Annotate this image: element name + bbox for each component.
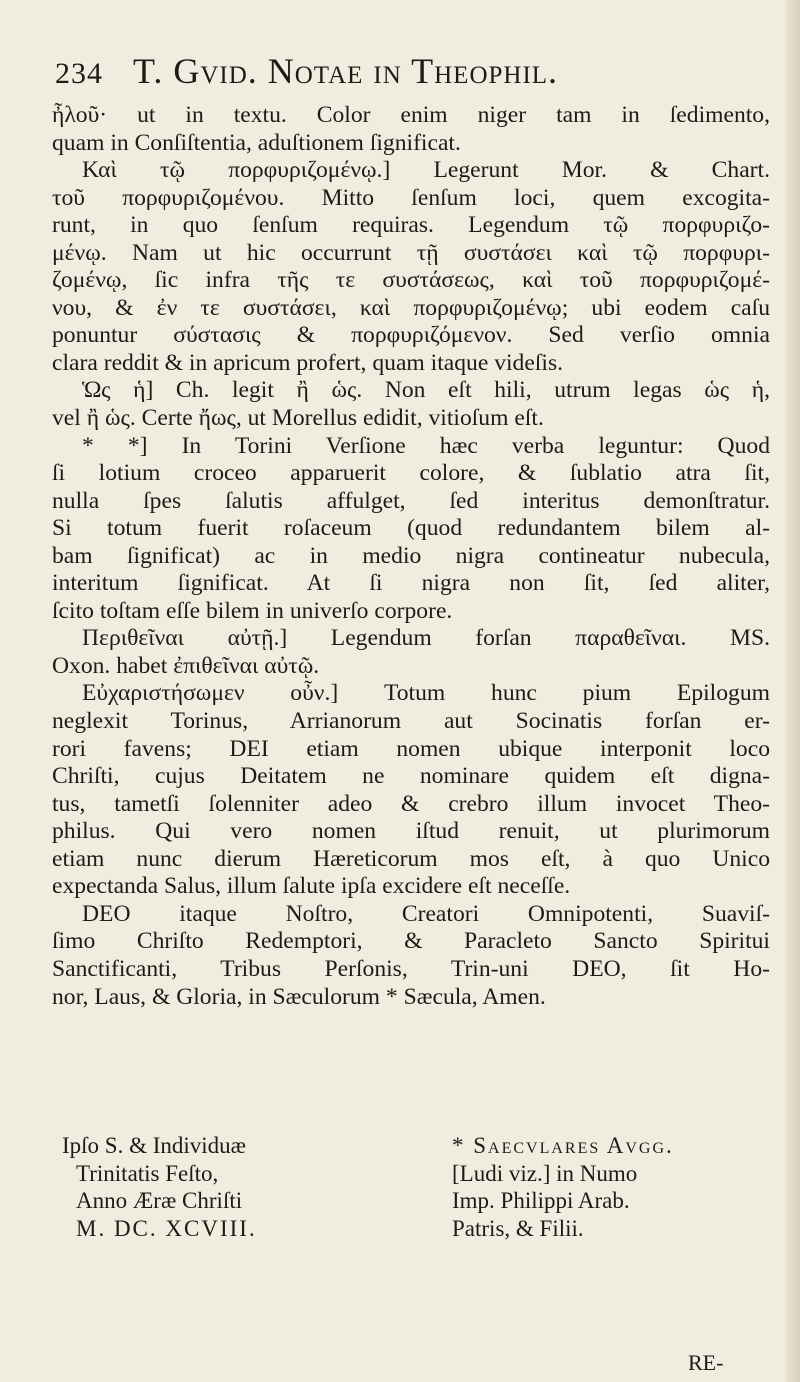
text-line: ponuntur σύστασις & πορφυριζόμενον. Sed verſio omnia	[52, 322, 770, 349]
footnote-line: Imp. Philippi Arab.	[452, 1188, 630, 1213]
running-title: T. Gvid. Notae in Theophil.	[133, 51, 559, 91]
text-line: * *] In Torini Verſione hæc verba leguntur: Quod	[82, 432, 770, 459]
text-line: bam ſignificat) ac in medio nigra contineatur nubecula,	[52, 542, 770, 569]
text-line: ζομένῳ, ſic infra τῆς τε συστάσεως, καὶ τοῦ πορφυριζομέ-	[52, 267, 770, 294]
text-line: μένῳ. Nam ut hic occurrunt τῇ συστάσει καὶ τῷ πορφυρι-	[52, 239, 770, 266]
text-line: νου, & ἐν τε συστάσει, καὶ πορφυριζομένῳ; ubi eodem caſu	[52, 294, 770, 321]
text-line: ſimo Chriſto Redemptori, & Paracleto Sancto Spiritui	[52, 928, 770, 955]
text-line: Si totum fuerit roſaceum (quod redundantem bilem al-	[52, 515, 770, 542]
text-line: τοῦ πορφυριζομένου. Mitto ſenſum loci, quem excogita-	[52, 184, 770, 211]
colophon-line: Anno Æræ Chriſti	[76, 1188, 243, 1213]
text-line: expectanda Salus, illum ſalute ipſa excidere eſt neceſſe.	[52, 873, 571, 900]
text-line: philus. Qui vero nomen iſtud renuit, ut plurimorum	[52, 818, 770, 845]
text-line: ſcito toſtam eſſe bilem in univerſo corpore.	[52, 597, 453, 624]
page-edge	[786, 0, 800, 1382]
text-line: Ὡς ἡ] Ch. legit ἢ ὡς. Non eſt hili, utrum legas ὡς ἡ,	[82, 377, 770, 404]
footnote-line: * Saecvlares Avgg.	[452, 1133, 674, 1158]
colophon-line: Ipſo S. & Individuæ	[62, 1133, 247, 1158]
text-line: etiam nunc dierum Hæreticorum mos eſt, à quo Unico	[52, 845, 770, 872]
text-line: tus, tametſi ſolenniter adeo & crebro illum invocet Theo-	[52, 790, 770, 817]
page-number: 234	[55, 57, 103, 90]
footnote-block	[452, 1132, 772, 1242]
colophon-line: M. DC. XCVIII.	[76, 1215, 257, 1241]
text-line: neglexit Torinus, Arrianorum aut Socinatis forſan er-	[52, 708, 770, 735]
text-line: nulla ſpes ſalutis affulget, ſed interitus demonſtratur.	[52, 487, 770, 514]
text-line: nor, Laus, & Gloria, in Sæculorum * Sæcula, Amen.	[52, 983, 546, 1010]
text-line: rori favens; DEI etiam nomen ubique interponit loco	[52, 735, 770, 762]
text-line: Chriſti, cujus Deitatem ne nominare quidem eſt digna-	[52, 763, 770, 790]
text-line: Εὐχαριστήσωμεν οὖν.] Totum hunc pium Epilogum	[82, 680, 770, 707]
text-line: clara reddit & in apricum profert, quam itaque videſis.	[52, 349, 564, 376]
text-line: Περιθεῖναι αὐτῇ.] Legendum forſan παραθεῖναι. MS.	[82, 625, 770, 652]
text-line: vel ἢ ὡς. Certe ἤως, ut Morellus edidit, vitioſum eſt.	[52, 405, 544, 432]
footnote-line: Patris, & Filii.	[452, 1215, 584, 1241]
catchword: RE-	[688, 1350, 724, 1375]
colophon-date-block	[62, 1132, 382, 1242]
text-line: Sanctificanti, Tribus Perſonis, Trin-uni DEO, ſit Ho-	[52, 955, 770, 982]
text-line: Καὶ τῷ πορφυριζομένῳ.] Legerunt Mor. & Chart.	[82, 157, 770, 184]
text-line: runt, in quo ſenſum requiras. Legendum τῷ πορφυριζο-	[52, 212, 770, 239]
text-line: ἦλοῦ· ut in textu. Color enim niger tam in ſedimento,	[52, 102, 770, 128]
text-line: interitum ſignificat. At ſi nigra non ſit, ſed aliter,	[52, 570, 770, 597]
colophon-line: Trinitatis Feſto,	[76, 1160, 219, 1186]
running-header	[55, 50, 775, 98]
text-line: Oxon. habet ἐπιθεῖναι αὐτῷ.	[52, 652, 320, 679]
footnote-line: [Ludi viz.] in Numo	[452, 1160, 638, 1186]
notes-body	[52, 102, 770, 1011]
text-line: DEO itaque Noſtro, Creatori Omnipotenti, Suaviſ-	[82, 900, 770, 927]
text-line: quam in Conſiſtentia, aduſtionem ſignificat.	[52, 129, 461, 156]
text-line: ſi lotium croceo apparuerit colore, & ſublatio atra ſit,	[52, 460, 770, 487]
